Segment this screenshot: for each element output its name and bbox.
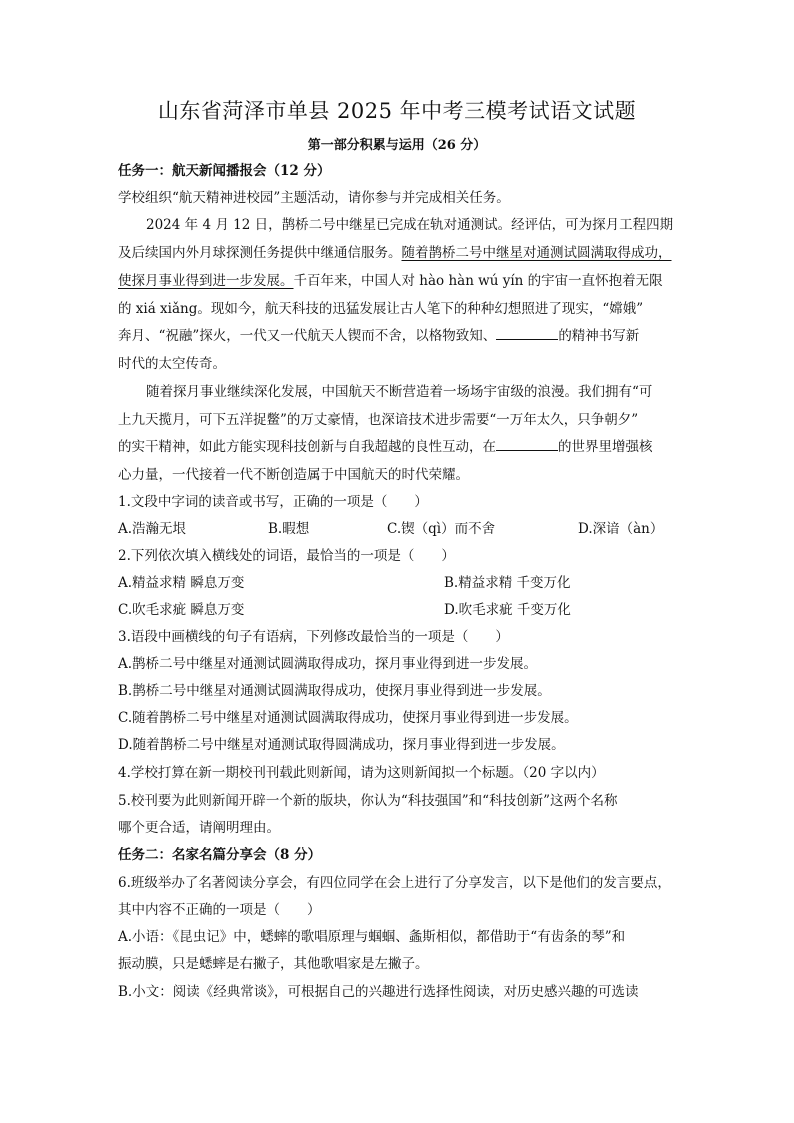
passage1-text: 千百年来，中国人对 hào hàn wú yín 的宇宙一直怀抱着无限 — [293, 273, 663, 289]
page-title: 山东省菏泽市单县 2025 年中考三模考试语文试题 — [157, 99, 637, 123]
q3-option-d[interactable]: D.随着鹊桥二号中继星对通测试取得圆满成功，探月事业得到进一步发展。 — [118, 737, 565, 753]
passage1-line1: 2024 年 4 月 12 日，鹊桥二号中继星已完成在轨对通测试。经评估，可为探月工程四期 — [146, 217, 674, 233]
q2-option-a[interactable]: A.精益求精 瞬息万变 — [118, 575, 245, 591]
q5-stem-line2: 哪个更合适，请阐明理由。 — [118, 820, 280, 836]
fill-blank-1[interactable] — [496, 325, 558, 340]
q1-option-d[interactable]: D.深谙（àn） — [578, 521, 664, 537]
passage2-line2: 上九天揽月，可下五洋捉鳖”的万丈豪情，也深谙技术进步需要“一万年太久，只争朝夕” — [118, 412, 639, 428]
passage1-text: 的精神书写新 — [558, 328, 640, 344]
passage1-text: 及后续国内外月球探测任务提供中继通信服务。 — [118, 245, 402, 261]
passage1-line5 — [118, 325, 678, 347]
q6-option-b-line1[interactable]: B.小文：阅读《经典常谈》，可根据自己的兴趣进行选择性阅读，对历史感兴趣的可选读 — [118, 984, 639, 1000]
task-intro: 学校组织“航天精神进校园”主题活动，请你参与并完成相关任务。 — [118, 190, 510, 206]
q3-option-c[interactable]: C.随着鹊桥二号中继星对通测试圆满取得成功，使探月事业得到进一步发展。 — [118, 710, 578, 726]
passage2-text: 的实干精神，如此方能实现科技创新与自我超越的良性互动，在 — [118, 439, 496, 455]
q5-stem-line1: 5.校刊要为此则新闻开辟一个新的版块，你认为“科技强国”和“科技创新”这两个名称 — [118, 793, 618, 809]
q2-stem: 2.下列依次填入横线处的词语，最恰当的一项是（ ） — [118, 548, 455, 564]
passage1-line6: 时代的太空传奇。 — [118, 356, 226, 372]
q2-option-b[interactable]: B.精益求精 千变万化 — [444, 575, 571, 591]
task2-heading: 任务二：名家名篇分享会（8 分） — [118, 847, 322, 863]
q4-stem: 4.学校打算在新一期校刊刊载此则新闻，请为这则新闻拟一个标题。（20 字以内） — [118, 765, 605, 781]
q3-stem: 3.语段中画横线的句子有语病，下列修改最恰当的一项是（ ） — [118, 629, 509, 645]
q1-stem: 1.文段中字词的读音或书写，正确的一项是（ ） — [118, 494, 428, 510]
passage2-line3 — [118, 436, 678, 458]
passage2-line4: 心力量，一代接着一代不断创造属于中国航天的时代荣耀。 — [118, 467, 469, 483]
passage1-text: 奔月、“祝融”探火，一代又一代航天人锲而不舍，以格物致知、 — [118, 328, 497, 344]
underlined-sentence-part1: 随着鹊桥二号中继星对通测试圆满取得成功， — [401, 245, 672, 261]
passage1-line4: 的 xiá xiǎng。现如今，航天科技的迅猛发展让古人笔下的种种幻想照进了现实，“嫦娥” — [118, 301, 644, 317]
q3-option-b[interactable]: B.鹊桥二号中继星对通测试圆满取得成功，使探月事业得到进一步发展。 — [118, 683, 551, 699]
q3-option-a[interactable]: A.鹊桥二号中继星对通测试圆满取得成功，探月事业得到进一步发展。 — [118, 656, 538, 672]
task1-heading: 任务一：航天新闻播报会（12 分） — [118, 163, 331, 179]
q6-option-a-line1[interactable]: A.小语：《昆虫记》中，蟋蟀的歌唱原理与蝈蝈、螽斯相似，都借助于“有齿条的琴”和 — [118, 929, 626, 945]
q2-option-d[interactable]: D.吹毛求疵 千变万化 — [444, 602, 571, 618]
passage1-line3 — [118, 270, 678, 292]
passage2-line1: 随着探月事业继续深化发展，中国航天不断营造着一场场宇宙级的浪漫。我们拥有“可 — [146, 384, 653, 400]
part-heading: 第一部分积累与运用（26 分） — [307, 138, 487, 153]
q1-option-c[interactable]: C.锲（qì）而不舍 — [387, 521, 496, 537]
q6-option-a-line2: 振动膜，只是蟋蟀是右撇子，其他歌唱家是左撇子。 — [118, 956, 429, 972]
q2-option-c[interactable]: C.吹毛求疵 瞬息万变 — [118, 602, 245, 618]
passage1-line2 — [118, 242, 678, 264]
underlined-sentence-part2: 使探月事业得到进一步发展。 — [118, 273, 294, 289]
fill-blank-2[interactable] — [496, 436, 558, 451]
q1-option-b[interactable]: B.暇想 — [268, 521, 310, 537]
q6-stem-line1: 6.班级举办了名著阅读分享会，有四位同学在会上进行了分享发言，以下是他们的发言要点， — [118, 875, 671, 891]
q1-option-a[interactable]: A.浩瀚无垠 — [118, 521, 187, 537]
q6-stem-line2: 其中内容不正确的一项是（ ） — [118, 902, 321, 918]
passage2-text: 的世界里增强核 — [558, 439, 653, 455]
